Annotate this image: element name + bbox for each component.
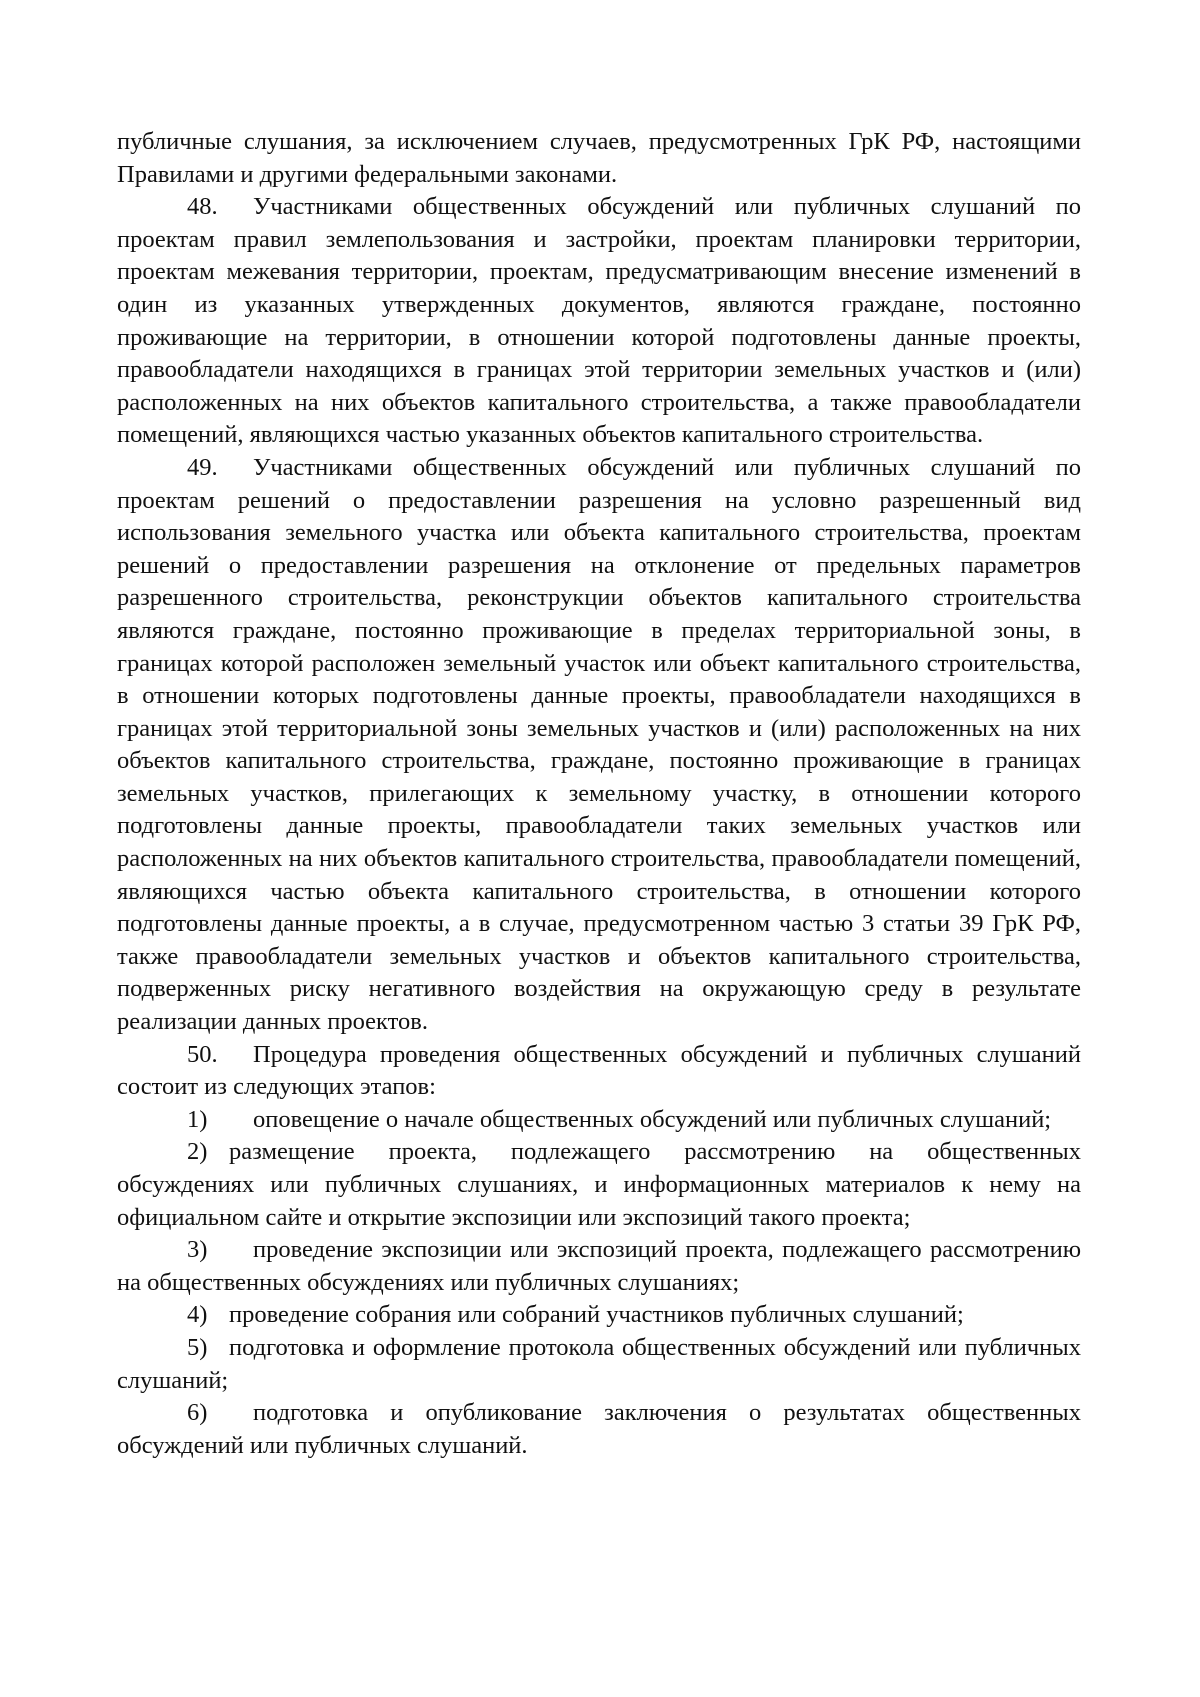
paragraph-text: Процедура проведения общественных обсуждений и публичных слушаний состоит из следующих этапов: <box>117 1040 1081 1101</box>
stage-item-4 <box>117 1299 1081 1332</box>
stage-number: 2) <box>187 1138 208 1166</box>
paragraph-text: Участниками общественных обсуждений или публичных слушаний по проектам правил землепользования и застройки, проектам планировки территории, проектам межевания территории, проектам, предусматривающим внесение изменений в один из указанных утвержденных документов, являются граждане, постоянно проживающие на территории, в отношении которой подготовлены данные проекты, правообладатели находящихся в границах этой территории земельных участков и (или) расположенных на них объектов капитального строительства, а также правообладатели помещений, являющихся частью указанных объектов капитального строительства. <box>117 193 1081 449</box>
stage-number: 3) <box>187 1236 208 1264</box>
stage-number: 5) <box>187 1333 208 1361</box>
paragraph-text: Участниками общественных обсуждений или публичных слушаний по проектам решений о предоставлении разрешения на условно разрешенный вид использования земельного участка или объекта капитального строительства, проектам решений о предоставлении разрешения на отклонение от предельных параметров разрешенного строительства, реконструкции объектов капитального строительства являются граждане, постоянно проживающие в пределах территориальной зоны, в границах которой расположен земельный участок или объект капитального строительства, в отношении которых подготовлены данные проекты, правообладатели находящихся в границах этой территориальной зоны земельных участков и (или) расположенных на них объектов капитального строительства, граждане, постоянно проживающие в границах земельных участков, прилегающих к земельному участку, в отношении которого подготовлены данные проекты, правообладатели таких земельных участков или расположенных на них объектов капитального строительства, правообладатели помещений, являющихся частью объекта капитального строительства, в отношении которого подготовлены данные проекты, а в случае, предусмотренном частью 3 статьи 39 ГрК РФ, также правообладатели земельных участков и объектов капитального строительства, подверженных риску негативного воздействия на окружающую среду в результате реализации данных проектов. <box>117 453 1081 1036</box>
paragraph-number: 48. <box>187 193 218 221</box>
paragraph-49 <box>117 452 1081 1039</box>
paragraph-text: публичные слушания, за исключением случаев, предусмотренных ГрК РФ, настоящими Правилами и другими федеральными законами. <box>117 128 1081 188</box>
stage-item-1 <box>117 1104 1081 1137</box>
stage-number: 4) <box>187 1301 208 1329</box>
document-page <box>117 126 1081 1462</box>
paragraph-number: 49. <box>187 453 218 481</box>
stage-text: подготовка и оформление протокола общественных обсуждений или публичных слушаний; <box>117 1333 1081 1394</box>
stage-number: 6) <box>187 1399 208 1427</box>
paragraph-48 <box>117 191 1081 452</box>
stage-item-5 <box>117 1332 1081 1397</box>
paragraph-number: 50. <box>187 1040 218 1068</box>
stage-number: 1) <box>187 1105 208 1133</box>
stage-item-3 <box>117 1234 1081 1299</box>
stage-text: оповещение о начале общественных обсуждений или публичных слушаний; <box>253 1105 1052 1133</box>
paragraph-50 <box>117 1039 1081 1104</box>
paragraph-continuation <box>117 126 1081 191</box>
stage-text: проведение собрания или собраний участников публичных слушаний; <box>229 1301 964 1329</box>
stage-text: размещение проекта, подлежащего рассмотрению на общественных обсуждениях или публичных слушаниях, и информационных материалов к нему на официальном сайте и открытие экспозиции или экспозиций такого проекта; <box>117 1138 1081 1231</box>
stage-item-6 <box>117 1397 1081 1462</box>
stage-text: проведение экспозиции или экспозиций проекта, подлежащего рассмотрению на общественных обсуждениях или публичных слушаниях; <box>117 1236 1081 1296</box>
stage-item-2 <box>117 1136 1081 1234</box>
stage-text: подготовка и опубликование заключения о результатах общественных обсуждений или публичных слушаний. <box>117 1399 1081 1459</box>
